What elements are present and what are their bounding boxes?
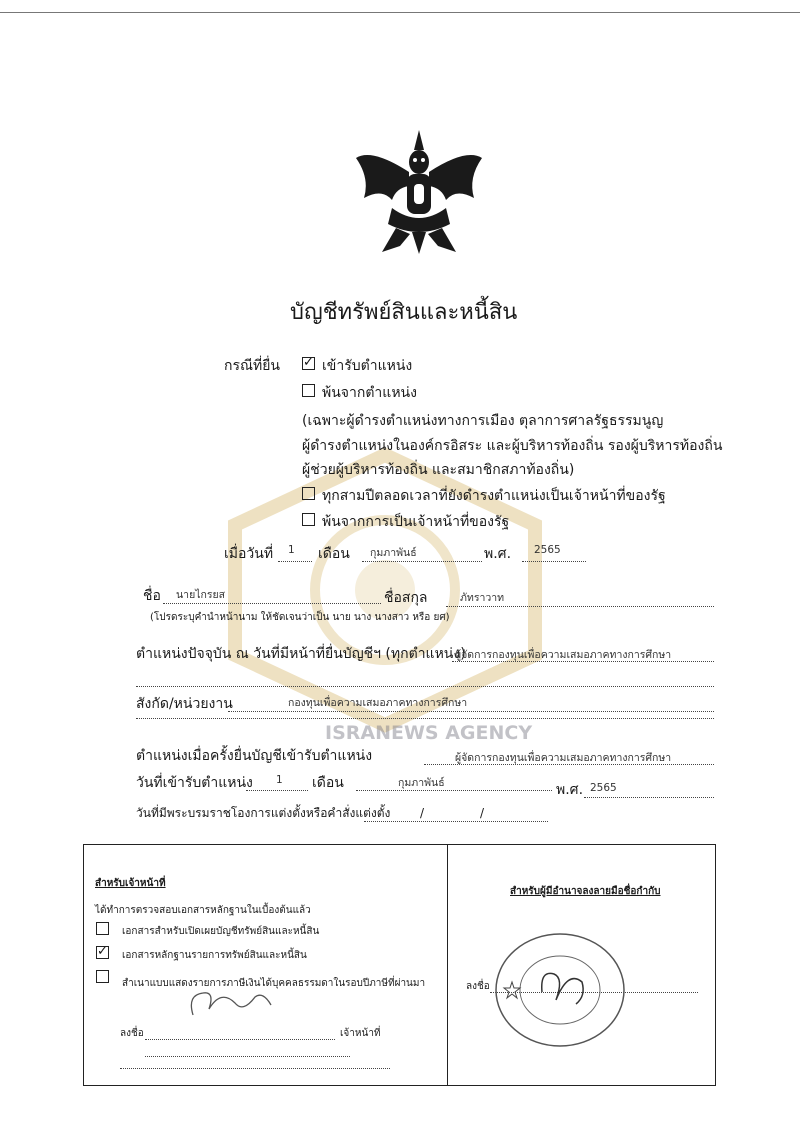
watermark-text: ISRANEWS AGENCY — [325, 722, 533, 744]
name-hint: (โปรดระบุคำนำหน้านาม ให้ชัดเจนว่าเป็น นาย นาง นางสาว หรือ ยศ) — [150, 612, 450, 623]
case-sub-checkbox-leave-state[interactable] — [302, 513, 315, 526]
first-position-value: ผู้จัดการกองทุนเพื่อความเสมอภาคทางการศึกษา — [455, 752, 672, 764]
garuda-emblem-icon — [352, 128, 486, 258]
case-option-checkbox-assume[interactable] — [302, 357, 315, 370]
officer-item-label: สำเนาแบบแสดงรายการภาษีเงินได้บุคคลธรรมดาในรอบปีภาษีที่ผ่านมา — [122, 978, 426, 989]
first-position-label: ตำแหน่งเมื่อครั้งยื่นบัญชีเข้ารับตำแหน่ง — [136, 748, 373, 764]
case-option-label: เข้ารับตำแหน่ง — [322, 358, 413, 374]
case-note-line: (เฉพาะผู้ดำรงตำแหน่งทางการเมือง ตุลาการศาลรัฐธรรมนูญ — [302, 413, 664, 429]
royal-order-label: วันที่มีพระบรมราชโองการแต่งตั้งหรือคำสั่งแต่งตั้ง — [136, 806, 391, 820]
checkmark-icon: ✓ — [303, 355, 314, 370]
officer-item-checkbox-evidence[interactable] — [96, 946, 109, 959]
nacc-stamp-icon — [492, 930, 628, 1050]
case-sub-label: พ้นจากการเป็นเจ้าหน้าที่ของรัฐ — [322, 514, 510, 530]
document-title: บัญชีทรัพย์สินและหนี้สิน — [290, 300, 518, 325]
name-label: ชื่อ — [143, 588, 161, 604]
start-year: 2565 — [590, 782, 617, 794]
start-year-label: พ.ศ. — [556, 782, 584, 798]
affiliation-value: กองทุนเพื่อความเสมอภาคทางการศึกษา — [288, 697, 468, 709]
case-option-checkbox-leave[interactable] — [302, 384, 315, 397]
top-rule — [0, 12, 800, 13]
officer-item-label: เอกสารหลักฐานรายการทรัพย์สินและหนี้สิน — [122, 950, 307, 961]
filing-date-label: เมื่อวันที่ — [224, 546, 274, 562]
case-note-line: ผู้ดำรงตำแหน่งในองค์กรอิสระ และผู้บริหารท้องถิ่น รองผู้บริหารท้องถิ่น — [302, 438, 723, 454]
officer-sign-role: เจ้าหน้าที่ — [340, 1028, 381, 1039]
case-note-line: ผู้ช่วยผู้บริหารท้องถิ่น และสมาชิกสภาท้องถิ่น) — [302, 462, 575, 478]
filing-year: 2565 — [534, 544, 561, 556]
surname-label: ชื่อสกุล — [384, 590, 428, 606]
case-sub-label: ทุกสามปีตลอดเวลาที่ยังดำรงตำแหน่งเป็นเจ้าหน้าที่ของรัฐ — [322, 488, 666, 504]
checkmark-icon: ✓ — [97, 944, 108, 959]
case-option-label: พ้นจากตำแหน่ง — [322, 385, 417, 401]
current-position-value: ผู้จัดการกองทุนเพื่อความเสมอภาคทางการศึกษา — [455, 649, 672, 661]
affiliation-label: สังกัด/หน่วยงาน — [136, 696, 233, 712]
person-surname: ภัทราวาท — [460, 592, 505, 604]
start-month-label: เดือน — [312, 775, 344, 791]
authority-panel-title: สำหรับผู้มีอำนาจลงลายมือชื่อกำกับ — [510, 886, 661, 897]
start-month: กุมภาพันธ์ — [398, 777, 445, 789]
filing-month: กุมภาพันธ์ — [370, 547, 417, 559]
officer-panel-title: สำหรับเจ้าหน้าที่ — [95, 878, 166, 889]
royal-order-sep1: / — [420, 806, 425, 820]
officer-sign-label: ลงชื่อ — [120, 1028, 144, 1039]
officer-item-checkbox-tax[interactable] — [96, 970, 109, 983]
case-label: กรณีที่ยื่น — [224, 358, 280, 374]
start-day: 1 — [276, 774, 283, 786]
filing-day: 1 — [288, 544, 295, 556]
panel-divider — [447, 844, 448, 1086]
officer-panel-intro: ได้ทำการตรวจสอบเอกสารหลักฐานในเบื้องต้นแล้ว — [95, 905, 311, 916]
current-position-label: ตำแหน่งปัจจุบัน ณ วันที่มีหน้าที่ยื่นบัญชีฯ (ทุกตำแหน่ง) — [136, 646, 466, 662]
filing-month-label: เดือน — [318, 546, 350, 562]
royal-order-sep2: / — [480, 806, 485, 820]
start-date-label: วันที่เข้ารับตำแหน่ง — [136, 775, 253, 791]
case-sub-checkbox-3years[interactable] — [302, 487, 315, 500]
officer-item-checkbox-disclosure[interactable] — [96, 922, 109, 935]
person-name: นายไกรยส — [176, 589, 226, 601]
authority-sign-label: ลงชื่อ — [466, 981, 490, 992]
officer-signature — [185, 985, 275, 1025]
filing-year-label: พ.ศ. — [484, 546, 512, 562]
officer-item-label: เอกสารสำหรับเปิดเผยบัญชีทรัพย์สินและหนี้สิน — [122, 926, 320, 937]
